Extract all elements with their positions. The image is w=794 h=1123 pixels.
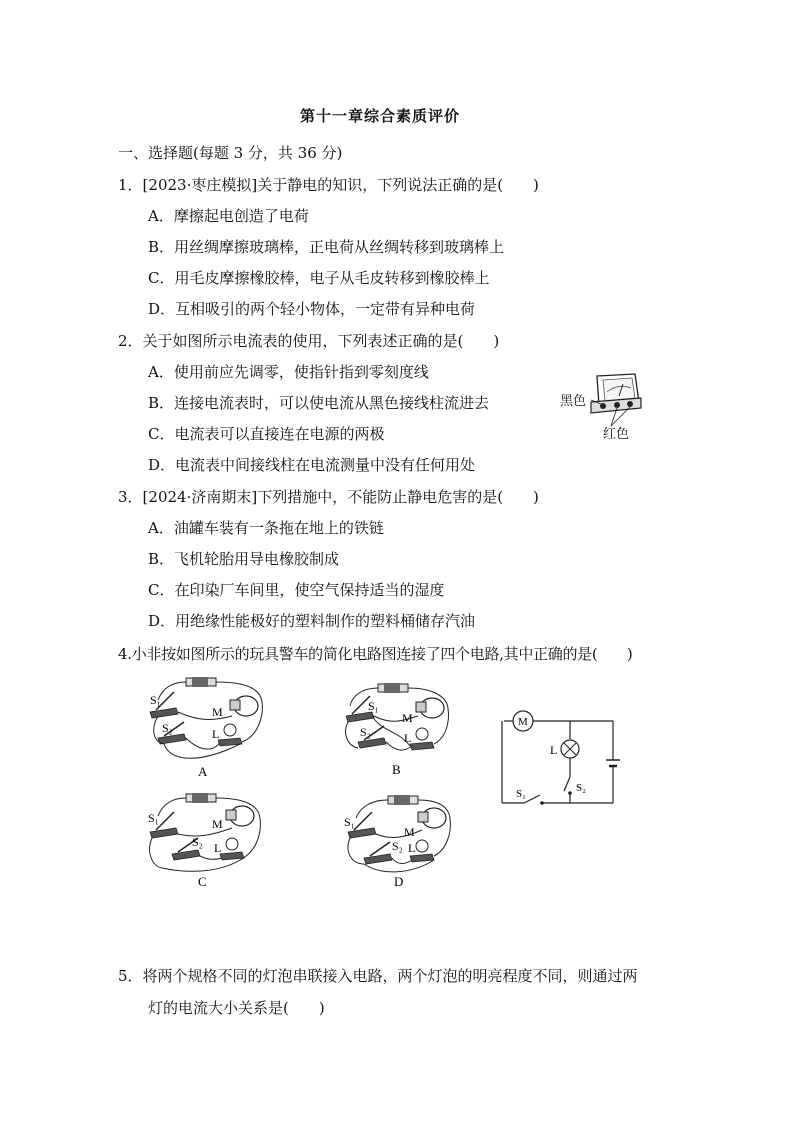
circuit-figure-a <box>140 672 270 780</box>
circuit-schematic <box>490 705 625 815</box>
question-2-option-b: B．连接电流表时，可以使电流从黑色接线柱流进去 <box>148 394 490 412</box>
page-title: 第十一章综合素质评价 <box>300 107 461 125</box>
fig-c-s2-label: S₂ <box>192 835 203 849</box>
circuit-figure-d <box>338 788 468 892</box>
question-4-stem: 4.小非按如图所示的玩具警车的简化电路图连接了四个电路,其中正确的是( ) <box>118 645 633 663</box>
question-3-option-a: A．油罐车装有一条拖在地上的铁链 <box>148 519 384 537</box>
question-3-stem: 3．[2024·济南期末]下列措施中，不能防止静电危害的是( ) <box>118 488 539 506</box>
fig-c-s1-label: S₁ <box>148 811 159 825</box>
fig-d-s1-label: S₁ <box>344 815 355 829</box>
fig-c-l-label: L <box>214 841 222 855</box>
fig-b-s1-label: S₁ <box>368 699 379 713</box>
circuit-figure-c <box>140 788 270 892</box>
fig-a-s1-label: S₁ <box>150 693 161 707</box>
ammeter-label-red: 红色 <box>603 427 630 442</box>
question-1-option-d: D．互相吸引的两个轻小物体，一定带有异种电荷 <box>148 300 476 318</box>
question-2-option-c: C．电流表可以直接连在电源的两极 <box>148 425 385 443</box>
question-3-option-d: D．用绝缘性能极好的塑料制作的塑料桶储存汽油 <box>148 612 476 630</box>
question-1-option-b: B．用丝绸摩擦玻璃棒，正电荷从丝绸转移到玻璃棒上 <box>148 238 505 256</box>
fig-b-m-label: M <box>402 711 413 725</box>
question-3-option-b: B．飞机轮胎用导电橡胶制成 <box>148 550 340 568</box>
question-2-option-a: A．使用前应先调零，使指针指到零刻度线 <box>148 363 429 381</box>
circuit-figure-b <box>338 672 468 780</box>
question-3-option-c: C．在印染厂车间里，使空气保持适当的湿度 <box>148 581 445 599</box>
section-heading: 一、选择题(每题 3 分，共 36 分) <box>118 144 343 162</box>
fig-a-l-label: L <box>212 727 220 741</box>
fig-d-caption: D <box>394 874 404 889</box>
fig-d-s2-label: S₂ <box>392 839 403 853</box>
fig-a-s2-label: S₂ <box>162 721 173 735</box>
fig-a-m-label: M <box>212 705 223 719</box>
question-1-stem: 1．[2023·枣庄模拟]关于静电的知识，下列说法正确的是( ) <box>118 176 539 194</box>
question-2-option-d: D．电流表中间接线柱在电流测量中没有任何用处 <box>148 456 476 474</box>
schematic-s1-label: S₁ <box>516 788 526 800</box>
question-5-line-1: 5．将两个规格不同的灯泡串联接入电路，两个灯泡的明亮程度不同，则通过两 <box>118 967 638 985</box>
fig-c-caption: C <box>198 874 207 889</box>
fig-d-m-label: M <box>404 825 415 839</box>
question-1-option-a: A．摩擦起电创造了电荷 <box>148 207 309 225</box>
fig-b-caption: B <box>392 762 401 777</box>
question-5-line-2: 灯的电流大小关系是( ) <box>148 999 325 1017</box>
schematic-m-label: M <box>518 716 528 728</box>
schematic-l-label: L <box>550 743 558 757</box>
fig-d-l-label: L <box>408 841 416 855</box>
schematic-s2-label: S₂ <box>576 782 586 794</box>
ammeter-label-black: 黑色 <box>560 394 587 409</box>
fig-c-m-label: M <box>212 817 223 831</box>
fig-a-caption: A <box>198 764 208 779</box>
question-1-option-c: C．用毛皮摩擦橡胶棒，电子从毛皮转移到橡胶棒上 <box>148 269 490 287</box>
fig-b-l-label: L <box>404 731 412 745</box>
fig-b-s2-label: S₂ <box>360 725 371 739</box>
question-2-stem: 2．关于如图所示电流表的使用，下列表述正确的是( ) <box>118 332 500 350</box>
